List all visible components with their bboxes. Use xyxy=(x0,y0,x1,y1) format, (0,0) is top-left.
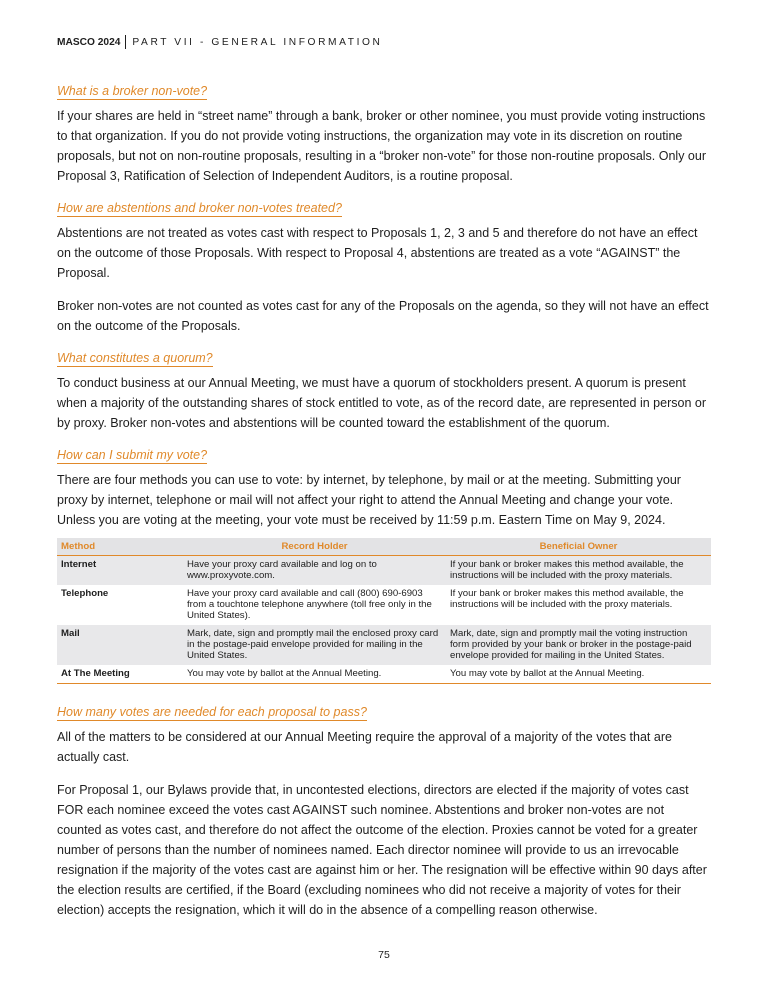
record-holder-cell: Mark, date, sign and promptly mail the enclosed proxy card in the postage-paid envelope provided for mailing in the United States. xyxy=(183,625,446,665)
beneficial-owner-cell: You may vote by ballot at the Annual Meeting. xyxy=(446,665,711,684)
paragraph: Abstentions are not treated as votes cast with respect to Proposals 1, 2, 3 and 5 and therefore do not have an effect on the outcome of those Proposals. With respect to Proposal 4, abstentions are treated as a vote “AGAINST” the Proposal. xyxy=(57,226,698,280)
method-cell: At The Meeting xyxy=(57,665,183,684)
paragraph: All of the matters to be considered at our Annual Meeting require the approval of a majority of the votes that are actually cast. xyxy=(57,730,672,764)
paragraph: To conduct business at our Annual Meeting, we must have a quorum of stockholders present. A quorum is present when a majority of the outstanding shares of stock entitled to vote, as of the record date, are represented in person or by proxy. Broker non-votes and abstentions will be counted toward the establishment of the quorum. xyxy=(57,376,706,430)
method-cell: Telephone xyxy=(61,588,109,599)
beneficial-owner-cell: Mark, date, sign and promptly mail the voting instruction form provided by your bank or broker in the postage-paid envelope provided for mailing in the United States. xyxy=(446,625,711,665)
column-header-record-holder: Record Holder xyxy=(183,538,446,556)
table-row xyxy=(57,665,711,684)
question-heading: What is a broker non-vote? xyxy=(57,84,208,98)
paragraph: If your shares are held in “street name” through a bank, broker or other nominee, you must provide voting instructions to that organization. If you do not provide voting instructions, the organization may vote in its discretion on routine proposals, but not on non-routine proposals, resulting in a “broker non-vote” for those non-routine proposals. Only our Proposal 3, Ratification of Selection of Independent Auditors, is a routine proposal. xyxy=(57,109,706,183)
table-row xyxy=(57,556,711,586)
header-divider xyxy=(125,35,126,49)
page-number: 75 xyxy=(378,949,390,961)
header-brand: MASCO 2024 xyxy=(57,36,121,48)
section-quorum xyxy=(57,349,711,433)
section-submit-vote xyxy=(57,446,711,684)
method-cell: Internet xyxy=(57,556,183,586)
paragraph: There are four methods you can use to vote: by internet, by telephone, by mail or at the meeting. Submitting your proxy by internet, telephone or mail will not affect your right to attend the Annual Meeting and change your vote. Unless you are voting at the meeting, your vote must be received by 11:59 p.m. Eastern Time on May 9, 2024. xyxy=(57,473,681,527)
table-header-row xyxy=(57,538,711,556)
record-holder-cell: Have your proxy card available and call (800) 690-6903 from a touchtone telephone anywhere (toll free only in the United States). xyxy=(187,588,432,621)
question-heading: How can I submit my vote? xyxy=(57,448,208,462)
paragraph: For Proposal 1, our Bylaws provide that, in uncontested elections, directors are elected if the majority of votes cast FOR each nominee exceed the votes cast AGAINST such nominee. Abstentions and broker non-votes are not counted as votes cast, and therefore do not affect the outcome of the election. Proxies cannot be voted for a greater number of persons than the number of nominees named. Each director nominee will provide to us an irrevocable resignation if the majority of the votes cast are against him or her. The resignation will be effective within 90 days after the election results are certified, if the Board (excluding nominees who did not receive a majority of votes for their election) accepts the resignation, which it will do in the absence of a compelling reason otherwise. xyxy=(57,783,707,917)
section-votes-needed xyxy=(57,703,711,920)
record-holder-cell: Have your proxy card available and log on to www.proxyvote.com. xyxy=(183,556,446,586)
page-content xyxy=(57,82,711,920)
voting-methods-table xyxy=(57,538,711,684)
table-row xyxy=(57,625,711,665)
column-header-beneficial-owner: Beneficial Owner xyxy=(446,538,711,556)
question-heading: How many votes are needed for each proposal to pass? xyxy=(57,705,367,719)
section-abstentions xyxy=(57,199,711,336)
paragraph: Broker non-votes are not counted as votes cast for any of the Proposals on the agenda, so they will not have an effect on the outcome of the Proposals. xyxy=(57,299,709,333)
beneficial-owner-cell: If your bank or broker makes this method available, the instructions will be included with the proxy materials. xyxy=(446,556,711,586)
header-section: PART VII - GENERAL INFORMATION xyxy=(132,36,383,48)
method-cell: Mail xyxy=(57,625,183,665)
record-holder-cell: You may vote by ballot at the Annual Meeting. xyxy=(183,665,446,684)
column-header-method: Method xyxy=(57,538,183,556)
question-heading: How are abstentions and broker non-votes treated? xyxy=(57,201,342,215)
beneficial-owner-cell: If your bank or broker makes this method available, the instructions will be included with the proxy materials. xyxy=(450,588,684,610)
page-header xyxy=(57,35,383,49)
section-broker-non-vote xyxy=(57,82,711,186)
table-row xyxy=(57,585,711,625)
question-heading: What constitutes a quorum? xyxy=(57,351,213,365)
